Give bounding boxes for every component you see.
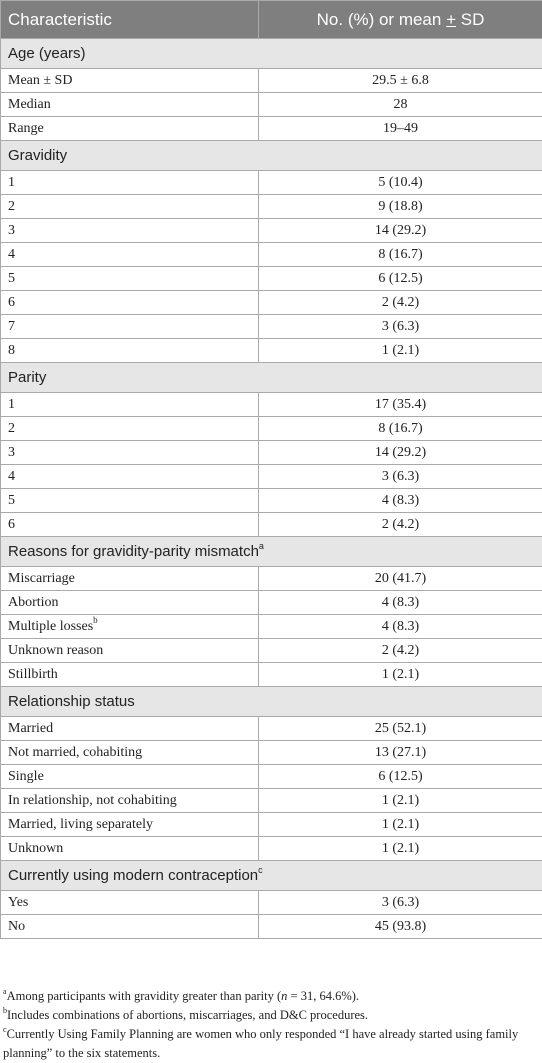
- section-title: [1, 537, 542, 567]
- row-label-text: Stillbirth: [8, 666, 58, 682]
- row-label: [1, 891, 259, 915]
- table-row: [1, 765, 542, 789]
- section-title: [1, 39, 542, 69]
- row-label-text: Range: [8, 120, 44, 136]
- row-label: [1, 639, 259, 663]
- footnote-a: [3, 987, 539, 1006]
- section-title-text: Gravidity: [8, 147, 68, 164]
- row-label: [1, 93, 259, 117]
- row-label: [1, 291, 259, 315]
- row-value: 2 (4.2): [259, 513, 542, 537]
- row-label-text: Single: [8, 768, 44, 784]
- footnote-c: [3, 1025, 539, 1063]
- row-label: [1, 117, 259, 141]
- row-label-text: 3: [8, 444, 15, 460]
- footnote-ref: b: [93, 614, 98, 625]
- table-header-row: [1, 1, 542, 39]
- section-title-text: Age (years): [8, 45, 86, 62]
- row-value: 14 (29.2): [259, 441, 542, 465]
- table-row: [1, 663, 542, 687]
- row-value: 2 (4.2): [259, 639, 542, 663]
- row-value: 4 (8.3): [259, 615, 542, 639]
- table-row: [1, 489, 542, 513]
- row-value: 1 (2.1): [259, 789, 542, 813]
- footnote-mark: b: [3, 1005, 7, 1015]
- table-row: [1, 717, 542, 741]
- table-row: [1, 813, 542, 837]
- row-label: [1, 717, 259, 741]
- section-row: [1, 861, 542, 891]
- row-value: 3 (6.3): [259, 465, 542, 489]
- section-title: [1, 141, 542, 171]
- row-label: [1, 441, 259, 465]
- row-value: 9 (18.8): [259, 195, 542, 219]
- row-value: 5 (10.4): [259, 171, 542, 195]
- row-label: [1, 465, 259, 489]
- row-label: [1, 765, 259, 789]
- section-row: [1, 141, 542, 171]
- header-characteristic: Characteristic: [1, 1, 259, 39]
- footnote-italic-n: n: [281, 989, 288, 1003]
- row-value: 8 (16.7): [259, 417, 542, 441]
- row-label: [1, 195, 259, 219]
- row-value: 29.5 ± 6.8: [259, 69, 542, 93]
- row-value: 8 (16.7): [259, 243, 542, 267]
- row-label-text: 4: [8, 468, 15, 484]
- row-label: [1, 615, 259, 639]
- row-value: 13 (27.1): [259, 741, 542, 765]
- footnote-b: [3, 1006, 539, 1025]
- row-label: [1, 339, 259, 363]
- table-row: [1, 441, 542, 465]
- table-row: [1, 789, 542, 813]
- row-value: 1 (2.1): [259, 813, 542, 837]
- table-row: [1, 591, 542, 615]
- table-row: [1, 639, 542, 663]
- row-label-text: 1: [8, 396, 15, 412]
- table-row: [1, 117, 542, 141]
- row-label: [1, 315, 259, 339]
- section-title: [1, 687, 542, 717]
- table-row: [1, 393, 542, 417]
- row-label: [1, 219, 259, 243]
- row-label-text: 6: [8, 516, 15, 532]
- row-label: [1, 663, 259, 687]
- row-value: 4 (8.3): [259, 591, 542, 615]
- table-row: [1, 195, 542, 219]
- row-label-text: 1: [8, 174, 15, 190]
- row-label: [1, 171, 259, 195]
- table-row: [1, 513, 542, 537]
- table-row: [1, 567, 542, 591]
- table-row: [1, 615, 542, 639]
- row-label-text: Yes: [8, 894, 29, 910]
- row-value: 1 (2.1): [259, 837, 542, 861]
- row-label: [1, 243, 259, 267]
- row-label-text: 7: [8, 318, 15, 334]
- section-title-text: Parity: [8, 369, 47, 386]
- row-value: 2 (4.2): [259, 291, 542, 315]
- row-label-text: Median: [8, 96, 51, 112]
- row-label-text: 6: [8, 294, 15, 310]
- table-row: [1, 243, 542, 267]
- row-value: 1 (2.1): [259, 339, 542, 363]
- row-label: [1, 915, 259, 939]
- footnote-text: Currently Using Family Planning are women who only responded “I have already started using family planning” to the six statements.: [3, 1027, 519, 1060]
- row-label-text: Mean ± SD: [8, 72, 73, 88]
- footnote-text: = 31, 64.6%).: [287, 989, 360, 1003]
- row-label: [1, 567, 259, 591]
- row-label-text: 3: [8, 222, 15, 238]
- row-label: [1, 837, 259, 861]
- row-value: 14 (29.2): [259, 219, 542, 243]
- row-value: 25 (52.1): [259, 717, 542, 741]
- table-row: [1, 219, 542, 243]
- row-label: [1, 69, 259, 93]
- table-body: [1, 39, 542, 939]
- section-title: [1, 861, 542, 891]
- row-label-text: 4: [8, 246, 15, 262]
- row-label-text: 2: [8, 198, 15, 214]
- row-label-text: 8: [8, 342, 15, 358]
- row-value: 45 (93.8): [259, 915, 542, 939]
- row-label-text: 5: [8, 270, 15, 286]
- row-value: 20 (41.7): [259, 567, 542, 591]
- section-title: [1, 363, 542, 393]
- section-row: [1, 363, 542, 393]
- section-title-text: Relationship status: [8, 693, 135, 710]
- table-row: [1, 915, 542, 939]
- row-value: 3 (6.3): [259, 315, 542, 339]
- row-value: 6 (12.5): [259, 267, 542, 291]
- footnote-ref: a: [258, 541, 264, 551]
- table-row: [1, 267, 542, 291]
- footnote-mark: a: [3, 986, 7, 996]
- row-label-text: Miscarriage: [8, 570, 75, 586]
- row-label-text: Married, living separately: [8, 816, 154, 832]
- table-row: [1, 291, 542, 315]
- row-label: [1, 513, 259, 537]
- table-row: [1, 339, 542, 363]
- row-label: [1, 813, 259, 837]
- footnote-mark: c: [3, 1024, 7, 1034]
- row-label-text: In relationship, not cohabiting: [8, 792, 177, 808]
- section-row: [1, 687, 542, 717]
- row-value: 17 (35.4): [259, 393, 542, 417]
- table-row: [1, 837, 542, 861]
- row-value: 3 (6.3): [259, 891, 542, 915]
- table-row: [1, 741, 542, 765]
- table-row: [1, 891, 542, 915]
- row-value: 6 (12.5): [259, 765, 542, 789]
- row-value: 1 (2.1): [259, 663, 542, 687]
- row-label-text: 5: [8, 492, 15, 508]
- row-label: [1, 741, 259, 765]
- row-label: [1, 267, 259, 291]
- header-plus-minus: +: [446, 9, 457, 29]
- row-value: 28: [259, 93, 542, 117]
- row-label-text: 2: [8, 420, 15, 436]
- row-label: [1, 489, 259, 513]
- row-value: 4 (8.3): [259, 489, 542, 513]
- footnotes: [3, 987, 539, 1063]
- row-label-text: Unknown reason: [8, 642, 104, 658]
- row-label: [1, 591, 259, 615]
- header-value-suffix: SD: [456, 9, 485, 29]
- row-label-text: Not married, cohabiting: [8, 744, 143, 760]
- header-value-prefix: No. (%) or mean: [316, 9, 447, 29]
- row-value: 19–49: [259, 117, 542, 141]
- section-row: [1, 537, 542, 567]
- table-row: [1, 69, 542, 93]
- table-row: [1, 171, 542, 195]
- row-label: [1, 417, 259, 441]
- table-row: [1, 315, 542, 339]
- row-label: [1, 393, 259, 417]
- row-label-text: No: [8, 918, 26, 934]
- row-label-text: Abortion: [8, 594, 59, 610]
- footnote-text: Among participants with gravidity greater than parity (: [6, 989, 282, 1003]
- row-label-text: Married: [8, 720, 54, 736]
- header-value: [259, 1, 542, 39]
- row-label-text: Multiple losses: [8, 618, 94, 634]
- table-row: [1, 93, 542, 117]
- footnote-ref: c: [258, 865, 263, 875]
- row-label: [1, 789, 259, 813]
- section-title-text: Reasons for gravidity-parity mismatch: [8, 543, 259, 560]
- table-row: [1, 417, 542, 441]
- section-row: [1, 39, 542, 69]
- section-title-text: Currently using modern contraception: [8, 867, 259, 884]
- footnote-text: Includes combinations of abortions, miscarriages, and D&C procedures.: [7, 1008, 369, 1022]
- row-label-text: Unknown: [8, 840, 64, 856]
- table-row: [1, 465, 542, 489]
